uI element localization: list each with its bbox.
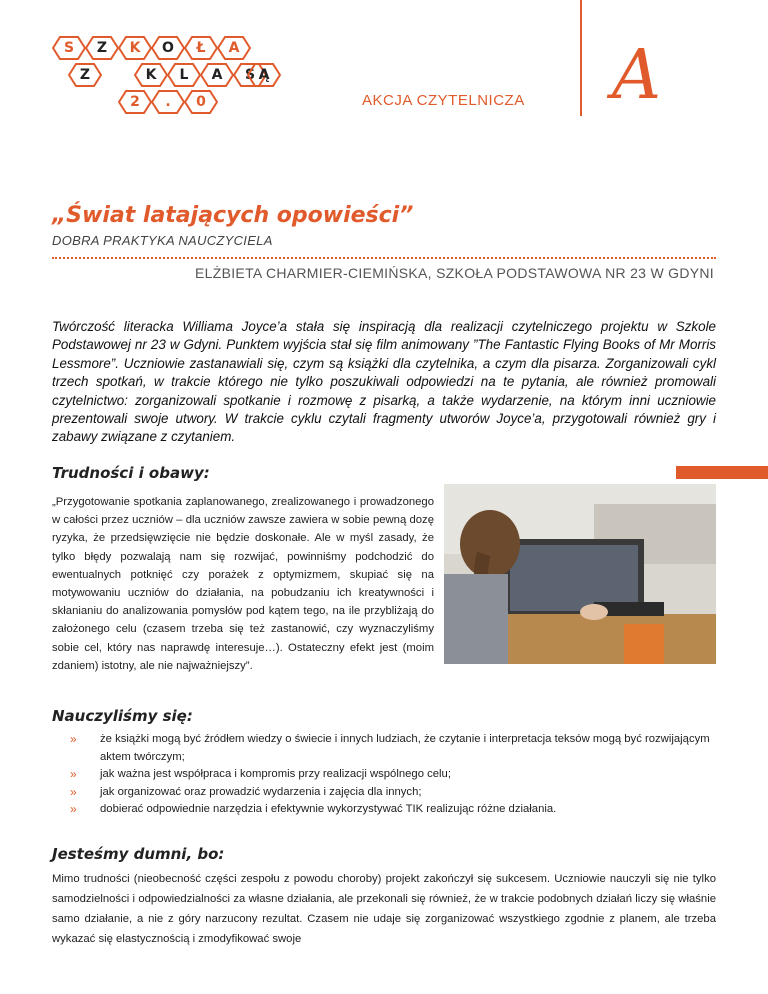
students-photo	[444, 484, 716, 664]
difficulties-text: „Przygotowanie spotkania zaplanowanego, zrealizowanego i prowadzonego w całości przez uczniów – dla uczniów zawsze zawiera w sobie pewną dozę ryzyka, że przedsięwzięcie nie będzie doskonałe. Ale w myśl zasady, że tylko błędy pozwalają nam się rozwijać, powinniśmy podchodzić do ewentualnych potknięć czy porażek z optymizmem, skupiać się na motywowaniu uczniów do działania, na pobudzaniu ich kreatywności i skłanianiu do analizowania pomysłów pod kątem tego, na ile przybliżają do założonego celu (czasem trzeba się też zastanowić, czy wyznaczyliśmy sobie cel, który nas naprawdę interesuje…). Ostateczny efekt jest (moim zdaniem) istotny, ale nie najważniejszy”.	[52, 496, 434, 672]
szkola-z-klasa-logo	[52, 36, 272, 116]
bullet-mark: »	[70, 767, 77, 781]
logo-hex: K	[118, 36, 152, 60]
proud-text: Mimo trudności (nieobecność części zespołu z powodu choroby) projekt zakończył się sukcesem. Uczniowie nauczyli się nie tylko samodzielności i odpowiedzialności za własne działania, ale przekonali się również, że w trakcie podobnych działań liczy się właśnie samo działanie, a nie z góry narzucony rezultat. Czasem nie udaje się zorganizować wszystkiego zgodnie z planem, ale trzeba wykazać się elastycznością i zmodyfikować swoje	[52, 873, 716, 945]
logo-hex: .	[151, 90, 185, 114]
logo-hex: L	[167, 63, 201, 87]
logo-hex: O	[151, 36, 185, 60]
bullet-mark: »	[70, 784, 77, 799]
list-item: » że książki mogą być źródłem wiedzy o świecie i innych ludziach, że czytanie i interpretacja teksów mogą być rozwijającym aktem twórczym;	[70, 732, 710, 763]
bullet-mark: »	[70, 802, 77, 816]
list-item: » jak ważna jest współpraca i kompromis przy realizacji wspólnego celu;	[52, 766, 716, 784]
intro-paragraph: Twórczość literacka Williama Joyce’a stała się inspiracją dla realizacji czytelniczego projektu w Szkole Podstawowej nr 23 w Gdyni. Punktem wyjścia stał się film animowany ”The Fantastic Flying Books of Mr Morris Lessmore”. Uczniowie zastanawiali się, czym są książki dla czytelnika, a czym dla pisarza. Zorganizowali cykl trzech spotkań, w trakcie którego nie tylko poszukiwali odpowiedzi na te pytania, ale również promowali czytelnictwo: zorganizowali spotkanie i rozmowę z pisarką, a także wydarzenie, na którym inni uczniowie prezentowali swoje utwory. W trakcie cyklu czytali fragmenty utworów Joyce’a, przygotowali również gry i zabawy związane z czytaniem.	[52, 319, 716, 445]
bullet-mark: »	[70, 732, 77, 746]
dotted-divider	[52, 257, 716, 259]
logo-hex: 2	[118, 90, 152, 114]
header-divider	[580, 0, 582, 116]
logo-hex: Z	[68, 63, 102, 87]
logo-hex: Z	[85, 36, 119, 60]
page-subtitle: DOBRA PRAKTYKA NAUCZYCIELA	[52, 233, 273, 248]
section-heading-learned: Nauczyliśmy się:	[52, 707, 193, 725]
list-item: » jak organizować oraz prowadzić wydarzenia i zajęcia dla innych;	[52, 784, 716, 802]
section-heading-proud: Jesteśmy dumni, bo:	[52, 845, 225, 863]
badge-letter: A	[612, 36, 662, 115]
learned-list	[52, 731, 716, 819]
logo-hex: K	[134, 63, 168, 87]
logo-hex: S	[52, 36, 86, 60]
page-title: „Świat latających opowieści”	[52, 203, 414, 228]
action-label: AKCJA CZYTELNICZA	[362, 92, 525, 109]
logo-hex: A	[217, 36, 251, 60]
logo-hex: Ł	[184, 36, 218, 60]
section-heading-difficulties: Trudności i obawy:	[52, 464, 210, 482]
logo-hex: 0	[184, 90, 218, 114]
logo-hex: Ą	[247, 63, 281, 87]
logo-hex: S	[233, 63, 267, 87]
logo-hex: A	[200, 63, 234, 87]
list-item: » dobierać odpowiednie narzędzia i efektywnie wykorzystywać TIK realizując różne działania.	[52, 801, 716, 819]
side-accent-bar	[676, 466, 768, 479]
author-line: ELŻBIETA CHARMIER-CIEMIŃSKA, SZKOŁA PODSTAWOWA NR 23 W GDYNI	[195, 265, 714, 281]
